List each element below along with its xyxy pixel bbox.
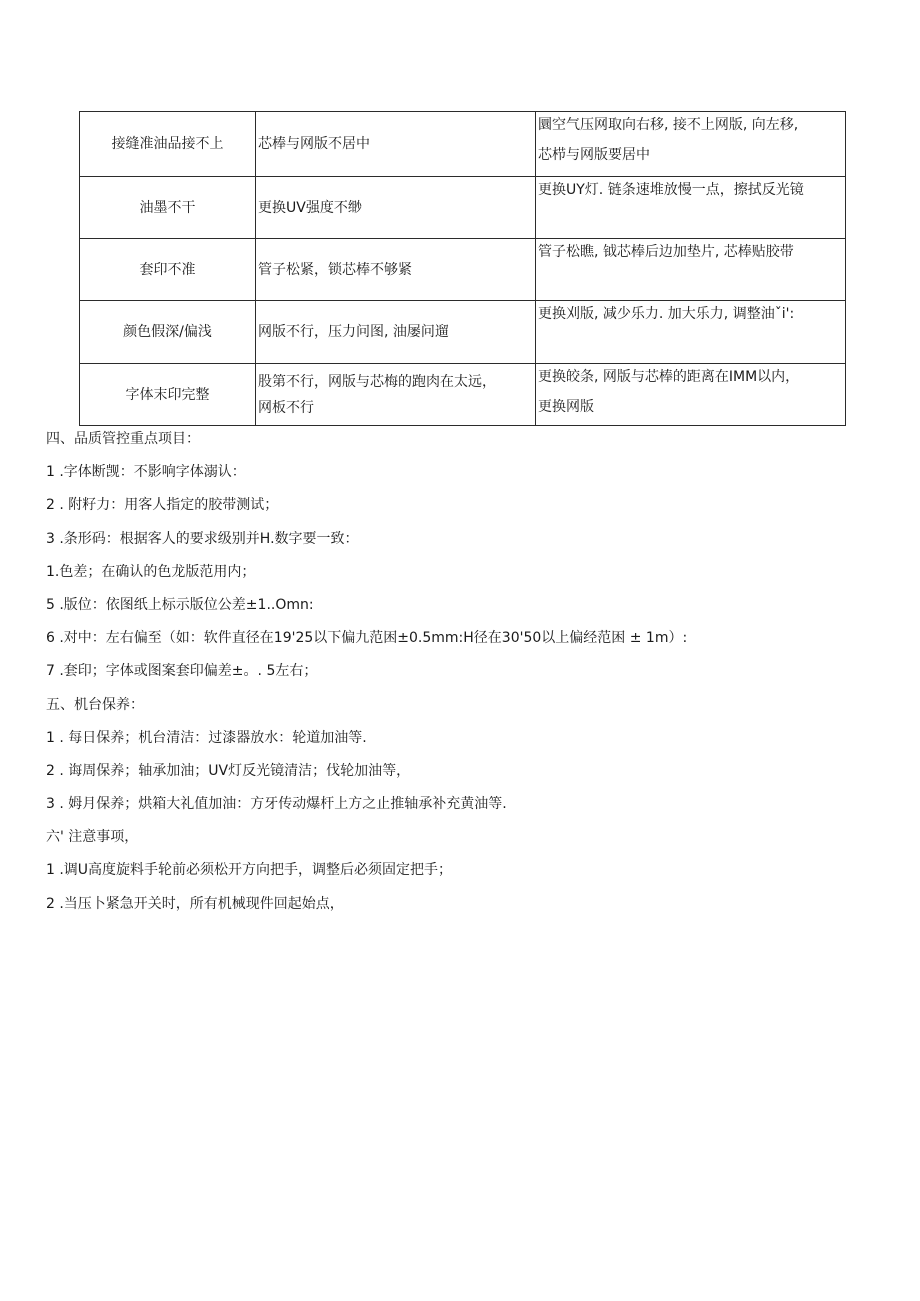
solution-cell — [536, 177, 846, 239]
problem-cell: 字体末印完整 — [80, 364, 256, 426]
section-heading-precautions: 六' 注意事项， — [46, 829, 139, 846]
list-item: 1.色差；在确认的色龙版范用内； — [46, 563, 256, 580]
problem-cell: 套印不准 — [80, 239, 256, 301]
cause-cell — [256, 239, 536, 301]
cause-text: 股第不行，网版与芯梅的跑肉在太远，网板不行 — [258, 373, 496, 416]
cause-cell — [256, 177, 536, 239]
solution-cell — [536, 112, 846, 177]
document-sections — [46, 423, 866, 921]
cause-cell — [256, 301, 536, 364]
cause-text: 管子松紧，锁芯棒不够紧 — [258, 261, 412, 278]
list-item: 3 .条形码：根据客人的要求级别并H.数字要一致： — [46, 530, 359, 547]
troubleshooting-table — [79, 111, 846, 426]
solution-cell — [536, 239, 846, 301]
cause-cell — [256, 364, 536, 426]
cause-text: 芯棒与网版不居中 — [258, 136, 370, 152]
table-row — [80, 364, 846, 426]
table-row — [80, 239, 846, 301]
list-item: 2 . 附籽力：用客人指定的胶带测试； — [46, 497, 279, 514]
list-item: 1 . 每日保养；机台清洁：过漆器放水：轮道加油等. — [46, 729, 367, 746]
solution-text: 圜空气压网取向右移, 接不上网版, 向左移, 芯栉与网版要居中 — [538, 117, 799, 163]
solution-text: 更换UY灯. 链条速堆放慢一点，擦拭反光镜 — [538, 182, 804, 198]
list-item: 2 .当压卜紧急开关时，所有机械现件回起始点， — [46, 895, 344, 912]
list-item: 1 .字体断觊：不影响字体溺认： — [46, 464, 246, 481]
list-item: 6 .对中：左右偏至（如：软件直径在19'25以下偏九范困±0.5mm:H径在30'50以上偏经范困 ± 1m）: — [46, 630, 688, 647]
list-item: 2 . 诲周保养；轴承加油；UV灯反光镜清洁；伐轮加油等， — [46, 762, 411, 779]
solution-text: 管子松瞧, 钺芯棒后边加垫片, 芯棒贴胶带 — [538, 244, 794, 260]
problem-cell: 颜色假深/偏浅 — [80, 301, 256, 364]
section-heading-machine-maintenance: 五、机台保养： — [46, 696, 144, 713]
table-row — [80, 112, 846, 177]
table-row — [80, 177, 846, 239]
solution-text: 更换刈版, 减少乐力. 加大乐力, 调整油ˇi': — [538, 306, 795, 322]
problem-cell: 油墨不干 — [80, 177, 256, 239]
list-item: 7 .套印；字体或图案套印偏差±。. 5左右； — [46, 663, 318, 680]
section-heading-quality-control: 四、品质管控重点项目： — [46, 431, 200, 447]
solution-cell — [536, 364, 846, 426]
problem-cell: 接缝准油品接不上 — [80, 112, 256, 177]
solution-cell — [536, 301, 846, 364]
cause-cell — [256, 112, 536, 177]
table-row — [80, 301, 846, 364]
list-item: 1 .调U高度旋料手轮前必须松开方向把手，调整后必须固定把手； — [46, 862, 453, 879]
list-item: 3 . 姆月保养；烘箱大礼值加油：方牙传动爆杆上方之止推轴承补充黄油等. — [46, 796, 507, 813]
solution-text: 更换皎条, 网版与芯棒的距离在IMM以内，更换网版 — [538, 369, 800, 415]
list-item: 5 .版位：依图纸上标示版位公差±1..Omn: — [46, 596, 314, 613]
cause-text: 网版不行，压力问图, 油屡问遛 — [258, 324, 449, 340]
cause-text: 更换UV强度不缈 — [258, 199, 362, 216]
